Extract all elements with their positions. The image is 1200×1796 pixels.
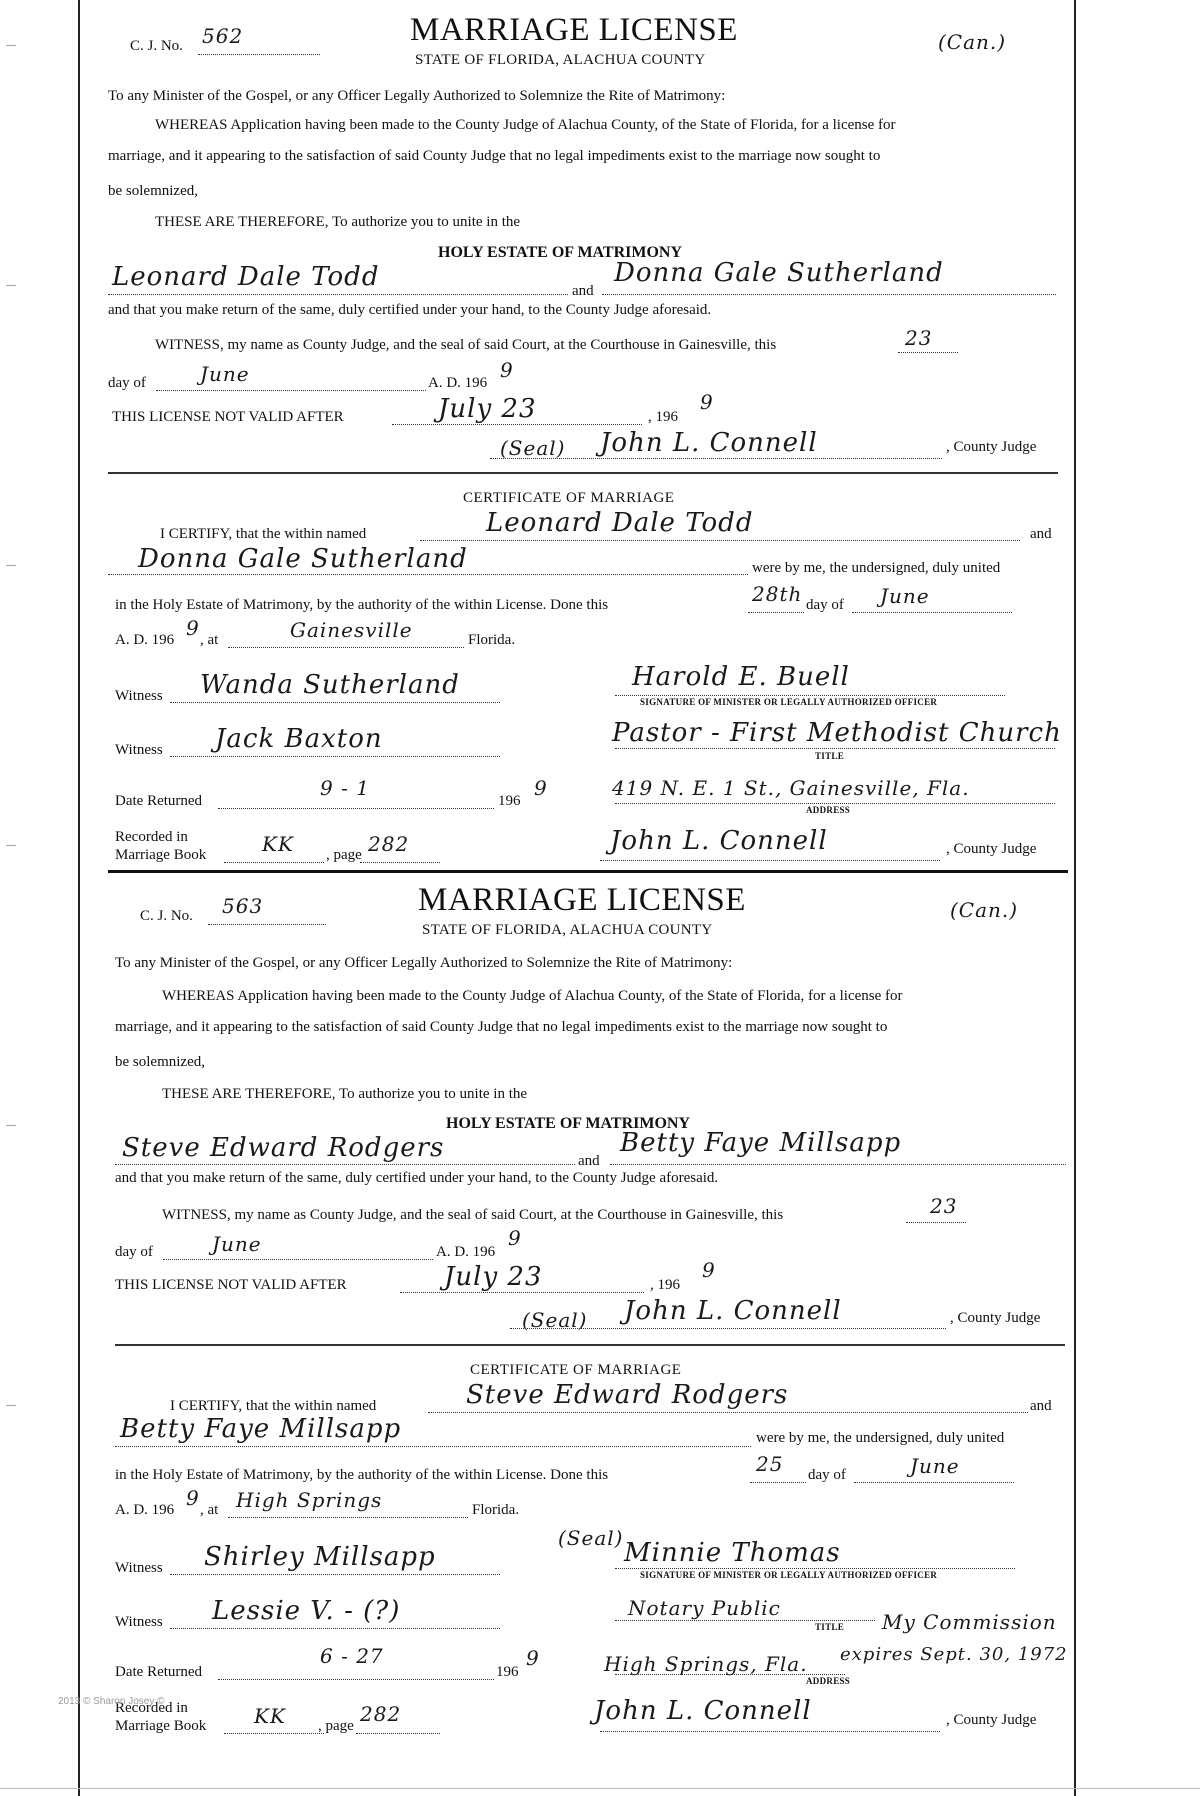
return-line: and that you make return of the same, duly certified under your hand, to the County Judge aforesaid. (108, 302, 712, 318)
recorded-in-label: Recorded in (115, 829, 188, 845)
page-line (360, 862, 440, 863)
place: High Springs (236, 1488, 383, 1512)
officer-line (615, 1568, 1015, 1569)
witness-2-label: Witness (115, 742, 163, 758)
seal: (Seal) (522, 1308, 588, 1332)
whereas-line-2: marriage, and it appearing to the satisfaction of said County Judge that no legal impediments exist to the marriage now sought to (115, 1019, 888, 1035)
date-returned-label: Date Returned (115, 1664, 203, 1680)
witness-line: WITNESS, my name as County Judge, and the seal of said Court, at the Courthouse in Gainesville, this (155, 337, 777, 353)
officer-signature: Harold E. Buell (632, 662, 850, 692)
license-subtitle: STATE OF FLORIDA, ALACHUA COUNTY (415, 52, 706, 68)
cj-line (208, 924, 326, 925)
returned-value: 6 - 27 (320, 1644, 384, 1668)
valid-after-date: July 23 (438, 394, 537, 424)
county-judge-label: , County Judge (950, 1310, 1041, 1326)
ad-label: A. D. 196 (436, 1244, 496, 1260)
address-line-officer (615, 803, 1055, 804)
address-caption: ADDRESS (806, 805, 851, 815)
returned-year-prefix: 196 (498, 793, 521, 809)
returned-year: 9 (534, 776, 548, 800)
commission-note-2: expires Sept. 30, 1972 (840, 1644, 1068, 1665)
valid-year-prefix: , 196 (650, 1277, 680, 1293)
cert-bride: Donna Gale Sutherland (138, 544, 468, 574)
title-caption: TITLE (815, 1622, 845, 1632)
groom-name: Steve Edward Rodgers (122, 1133, 445, 1163)
margin-mark: — (6, 40, 16, 51)
judge-line (490, 458, 942, 459)
place-line (228, 1517, 468, 1518)
return-line: and that you make return of the same, duly certified under your hand, to the County Judge aforesaid. (115, 1170, 719, 1186)
certificate-title: CERTIFICATE OF MARRIAGE (470, 1362, 682, 1378)
margin-mark: — (6, 840, 16, 851)
day-number: 23 (905, 326, 933, 350)
section-divider (108, 472, 1058, 474)
officer-address: High Springs, Fla. (604, 1652, 808, 1676)
book-value: KK (262, 832, 294, 856)
title-line (615, 748, 1055, 749)
valid-after-date: July 23 (444, 1262, 543, 1292)
holy-line: in the Holy Estate of Matrimony, by the authority of the within License. Done this (115, 597, 609, 613)
title-caption: TITLE (815, 751, 845, 761)
whereas-line-1: WHEREAS Application having been made to the County Judge of Alachua County, of the State of Florida, for a license for (155, 117, 896, 133)
whereas-line-1: WHEREAS Application having been made to the County Judge of Alachua County, of the State of Florida, for a license for (162, 988, 903, 1004)
judge-2-line (600, 1731, 940, 1732)
cj-line (198, 54, 320, 55)
page-value: 282 (360, 1702, 402, 1726)
license-title: MARRIAGE LICENSE (418, 882, 746, 918)
witness-2-name: Jack Baxton (215, 724, 383, 754)
judge-2-signature: John L. Connell (610, 826, 828, 856)
ad2-year: 9 (186, 1486, 200, 1510)
done-day-of: day of (808, 1467, 846, 1483)
cert-and: and (1030, 526, 1052, 542)
book-value: KK (254, 1704, 286, 1728)
cert-groom-line (420, 540, 1020, 541)
witness-1-name: Wanda Sutherland (200, 670, 460, 700)
recorded-in-label: Recorded in (115, 1700, 188, 1716)
cert-groom: Leonard Dale Todd (486, 508, 754, 538)
ad2-label: A. D. 196 (115, 1502, 175, 1518)
certify-text: I CERTIFY, that the within named (170, 1398, 377, 1414)
license-note: (Can.) (950, 898, 1019, 922)
done-month: June (880, 584, 930, 608)
cert-groom: Steve Edward Rodgers (466, 1380, 789, 1410)
cj-label: C. J. No. (140, 908, 193, 924)
date-returned-label: Date Returned (115, 793, 203, 809)
valid-year-prefix: , 196 (648, 409, 678, 425)
done-month: June (910, 1454, 960, 1478)
done-day: 25 (756, 1452, 784, 1476)
license-title: MARRIAGE LICENSE (410, 12, 738, 48)
signature-caption: SIGNATURE OF MINISTER OR LEGALLY AUTHORIZED OFFICER (640, 1570, 938, 1580)
at-label: , at (200, 632, 219, 648)
groom-line (115, 1164, 575, 1165)
witness-2-label: Witness (115, 1614, 163, 1630)
holy-estate-heading: HOLY ESTATE OF MATRIMONY (438, 244, 683, 261)
were-by-me: were by me, the undersigned, duly united (752, 560, 1001, 576)
witness-2-line (170, 756, 500, 757)
page-bottom-edge (0, 1788, 1200, 1789)
margin-mark: — (6, 1120, 16, 1131)
ad2-label: A. D. 196 (115, 632, 175, 648)
officer-signature: Minnie Thomas (624, 1538, 841, 1568)
therefore-line: THESE ARE THEREFORE, To authorize you to unite in the (155, 214, 521, 230)
whereas-line-3: be solemnized, (108, 183, 198, 199)
were-by-me: were by me, the undersigned, duly united (756, 1430, 1005, 1446)
month: June (200, 362, 250, 386)
holy-line: in the Holy Estate of Matrimony, by the authority of the within License. Done this (115, 1467, 609, 1483)
valid-year: 9 (702, 1258, 716, 1282)
officer-title: Pastor - First Methodist Church (612, 718, 1062, 748)
bride-line (610, 1164, 1066, 1165)
therefore-line: THESE ARE THEREFORE, To authorize you to unite in the (162, 1086, 528, 1102)
county-judge-label: , County Judge (946, 439, 1037, 455)
cj-number: 563 (222, 894, 264, 918)
page-label: , page (326, 847, 362, 863)
witness-2-line (170, 1628, 500, 1629)
returned-year: 9 (526, 1646, 540, 1670)
marriage-book-label: Marriage Book (115, 1718, 207, 1734)
bride-name: Donna Gale Sutherland (614, 258, 944, 288)
page-right-edge (1074, 0, 1076, 1796)
done-day: 28th (752, 582, 803, 606)
witness-line: WITNESS, my name as County Judge, and the seal of said Court, at the Courthouse in Gainesville, this (162, 1207, 784, 1223)
license-note: (Can.) (938, 30, 1007, 54)
page-value: 282 (368, 832, 410, 856)
judge-2-line (600, 860, 940, 861)
judge-line (510, 1328, 946, 1329)
officer-line (615, 695, 1005, 696)
judge-signature: John L. Connell (600, 428, 818, 458)
florida-label: Florida. (468, 632, 516, 648)
book-line (224, 1733, 324, 1734)
witness-1-line (170, 1574, 500, 1575)
commission-note-1: My Commission (882, 1610, 1057, 1634)
done-month-line (852, 612, 1012, 613)
whereas-line-2: marriage, and it appearing to the satisfaction of said County Judge that no legal impediments exist to the marriage now sought to (108, 148, 881, 164)
witness-1-name: Shirley Millsapp (204, 1542, 436, 1572)
returned-line (218, 808, 494, 809)
page-left-edge (78, 0, 80, 1796)
done-day-line (750, 1482, 806, 1483)
returned-value: 9 - 1 (320, 776, 370, 800)
and-text: and (572, 283, 594, 299)
cj-number: 562 (202, 24, 244, 48)
valid-year: 9 (700, 390, 714, 414)
page-label: , page (318, 1718, 354, 1734)
and-text: and (578, 1153, 600, 1169)
marriage-book-label: Marriage Book (115, 847, 207, 863)
witness-1-label: Witness (115, 1560, 163, 1576)
bride-line (602, 294, 1056, 295)
margin-mark: — (6, 280, 16, 291)
bride-name: Betty Faye Millsapp (620, 1128, 902, 1158)
returned-line (218, 1679, 494, 1680)
done-month-line (854, 1482, 1014, 1483)
day-line (906, 1222, 966, 1223)
groom-line (108, 294, 568, 295)
year-digit: 9 (508, 1226, 522, 1250)
florida-label: Florida. (472, 1502, 520, 1518)
month-line (163, 1259, 433, 1260)
returned-year-prefix: 196 (496, 1664, 519, 1680)
watermark: 2013 © Sharon Josey © (58, 1696, 165, 1707)
cert-bride: Betty Faye Millsapp (120, 1414, 402, 1444)
cert-bride-line (115, 1446, 751, 1447)
valid-line (392, 424, 642, 425)
margin-mark: — (6, 1400, 16, 1411)
done-day-line (748, 612, 804, 613)
ad2-year: 9 (186, 616, 200, 640)
signature-caption: SIGNATURE OF MINISTER OR LEGALLY AUTHORIZED OFFICER (640, 697, 938, 707)
judge-signature: John L. Connell (624, 1296, 842, 1326)
address-line-officer (615, 1674, 845, 1675)
margin-mark: — (6, 560, 16, 571)
cert-groom-line (428, 1412, 1028, 1413)
witness-1-line (170, 702, 500, 703)
whereas-line-3: be solemnized, (115, 1054, 205, 1070)
cert-and: and (1030, 1398, 1052, 1414)
title-line (615, 1620, 875, 1621)
address-caption: ADDRESS (806, 1676, 851, 1686)
groom-name: Leonard Dale Todd (112, 262, 380, 292)
done-day-of: day of (806, 597, 844, 613)
valid-line (400, 1292, 644, 1293)
month: June (212, 1232, 262, 1256)
place: Gainesville (290, 618, 413, 642)
ad-label: A. D. 196 (428, 375, 488, 391)
judge-2-signature: John L. Connell (594, 1696, 812, 1726)
holy-estate-heading: HOLY ESTATE OF MATRIMONY (446, 1115, 691, 1132)
day-of-label: day of (115, 1244, 153, 1260)
cert-bride-line (108, 574, 748, 575)
section-divider (115, 1344, 1065, 1346)
day-number: 23 (930, 1194, 958, 1218)
officer-address: 419 N. E. 1 St., Gainesville, Fla. (612, 776, 970, 800)
officer-title: Notary Public (628, 1596, 781, 1620)
month-line (156, 390, 426, 391)
county-judge-2-label: , County Judge (946, 1712, 1037, 1728)
page-line (356, 1733, 440, 1734)
witness-2-name: Lessie V. - (?) (212, 1596, 401, 1626)
address-line: To any Minister of the Gospel, or any Officer Legally Authorized to Solemnize the Rite of Matrimony: (115, 955, 733, 971)
county-judge-2-label: , County Judge (946, 841, 1037, 857)
not-valid-label: THIS LICENSE NOT VALID AFTER (115, 1277, 347, 1293)
cj-label: C. J. No. (130, 38, 183, 54)
day-line (898, 352, 958, 353)
address-line: To any Minister of the Gospel, or any Officer Legally Authorized to Solemnize the Rite of Matrimony: (108, 88, 726, 104)
day-of-label: day of (108, 375, 146, 391)
at-label: , at (200, 1502, 219, 1518)
place-line (228, 647, 464, 648)
not-valid-label: THIS LICENSE NOT VALID AFTER (112, 409, 344, 425)
witness-1-label: Witness (115, 688, 163, 704)
book-line (224, 862, 324, 863)
license-separator (108, 870, 1068, 873)
certify-text: I CERTIFY, that the within named (160, 526, 367, 542)
seal: (Seal) (500, 436, 566, 460)
license-subtitle: STATE OF FLORIDA, ALACHUA COUNTY (422, 922, 713, 938)
year-digit: 9 (500, 358, 514, 382)
certificate-title: CERTIFICATE OF MARRIAGE (463, 490, 675, 506)
seal-2: (Seal) (558, 1526, 624, 1550)
